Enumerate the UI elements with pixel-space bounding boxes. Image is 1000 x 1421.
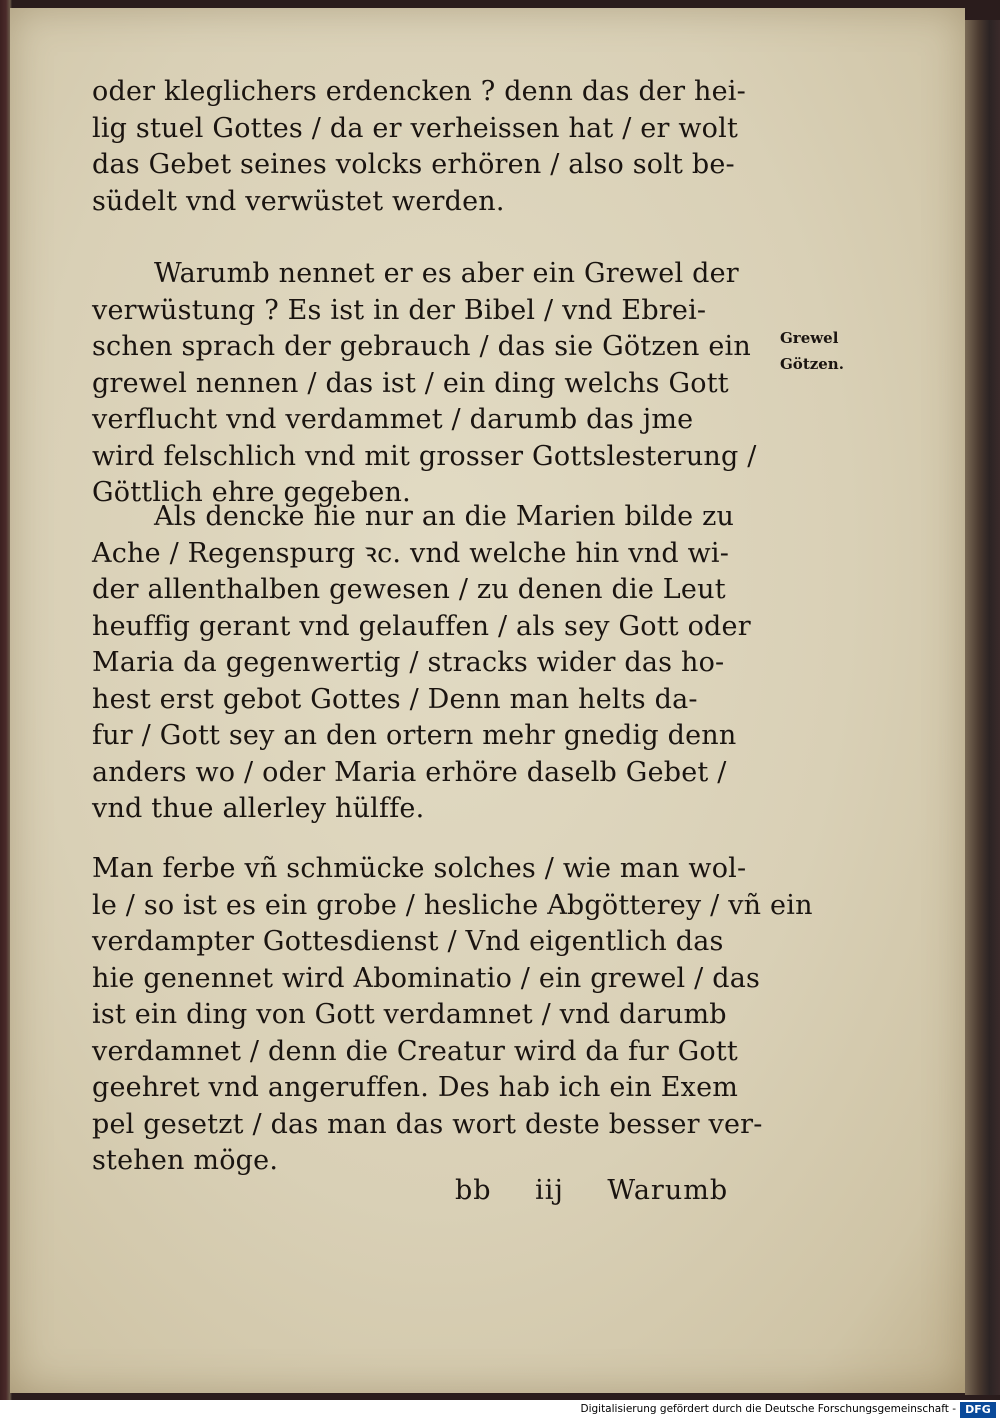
- text-line: Man ferbe vñ schmücke solches / wie man wol-: [92, 853, 747, 884]
- text-line: heuffig gerant vnd gelauffen / als sey Gott oder: [92, 610, 751, 642]
- text-line: hest erst gebot Gottes / Denn man helts da-: [92, 683, 698, 715]
- paragraph-2: [92, 256, 772, 512]
- text-line: grewel nennen / das ist / ein ding welchs Gott: [92, 367, 729, 399]
- paragraph-4: [92, 851, 813, 1180]
- signature-number: iij: [535, 1175, 564, 1206]
- text-line: schen sprach der gebrauch / das sie Götzen ein: [92, 331, 751, 362]
- text-line: der allenthalben gewesen / zu denen die Leut: [92, 574, 726, 605]
- text-line: Maria da gegenwertig / stracks wider das ho-: [92, 647, 725, 678]
- catchword: Warumb: [607, 1175, 729, 1206]
- text-line: hie genennet wird Abominatio / ein grewel / das: [92, 962, 761, 994]
- text-line: pel gesetzt / das man das wort deste besser ver-: [92, 1108, 763, 1140]
- text-line: südelt vnd verwüstet werden.: [92, 185, 505, 217]
- paragraph-3: [92, 499, 772, 828]
- footer-credit: Digitalisierung gefördert durch die Deutsche Forschungsgemeinschaft -: [580, 1403, 956, 1415]
- signature-line: [455, 1175, 728, 1206]
- text-line: Ache / Regenspurg ꝛc. vnd welche hin vnd wi-: [92, 537, 730, 569]
- text-line: das Gebet seines volcks erhören / also solt be-: [92, 149, 735, 180]
- text-line: stehen möge.: [92, 1145, 279, 1176]
- text-line: anders wo / oder Maria erhöre daselb Gebet /: [92, 756, 727, 788]
- text-line: verdamnet / denn die Creatur wird da fur Gott: [92, 1035, 738, 1067]
- text-line: geehret vnd angeruffen. Des hab ich ein Exem: [92, 1072, 739, 1103]
- signature-mark: bb: [455, 1175, 492, 1206]
- marginal-note-line-2: Götzen.: [780, 355, 844, 373]
- dfg-logo: DFG: [960, 1402, 996, 1418]
- text-line: oder kleglichers erdencken ? denn das der hei-: [92, 76, 746, 107]
- page-edge: [965, 20, 1000, 1395]
- text-line: verwüstung ? Es ist in der Bibel / vnd Ebrei-: [92, 294, 707, 326]
- text-line: Warumb nennet er es aber ein Grewel der: [154, 258, 739, 289]
- text-line: fur / Gott sey an den ortern mehr gnedig denn: [92, 720, 737, 751]
- text-line: Als dencke hie nur an die Marien bilde zu: [154, 501, 735, 532]
- text-line: ist ein ding von Gott verdamnet / vnd darumb: [92, 999, 727, 1030]
- marginal-note: [780, 325, 844, 377]
- text-line: vnd thue allerley hülffe.: [92, 793, 425, 824]
- text-line: lig stuel Gottes / da er verheissen hat / er wolt: [92, 112, 739, 144]
- marginal-note-line-1: Grewel: [780, 329, 839, 347]
- text-line: Göttlich ehre gegeben.: [92, 477, 411, 508]
- text-line: verdampter Gottesdienst / Vnd eigentlich das: [92, 926, 724, 957]
- paragraph-1: [92, 74, 772, 220]
- text-line: le / so ist es ein grobe / hesliche Abgötterey / vñ ein: [92, 889, 813, 921]
- text-line: wird felschlich vnd mit grosser Gottslesterung /: [92, 440, 757, 472]
- text-line: verflucht vnd verdammet / darumb das jme: [92, 404, 694, 435]
